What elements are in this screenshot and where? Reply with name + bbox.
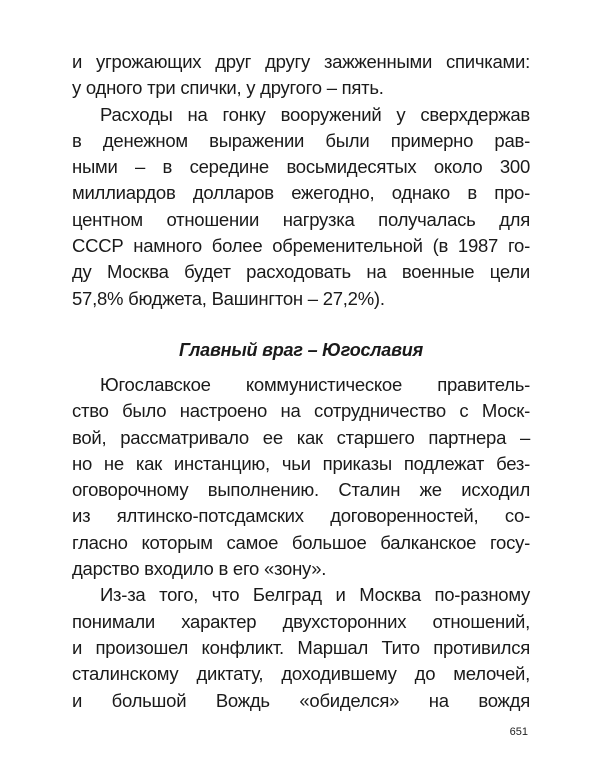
- section-heading: Главный враг – Югославия: [179, 340, 423, 360]
- text-line: центном отношении нагрузка получалась для: [72, 208, 530, 230]
- text-line: и угрожающих друг другу зажженными спичками:: [72, 51, 530, 72]
- text-line: сталинскому диктату, доходившему до мелочей,: [72, 663, 530, 685]
- text-line: 57,8% бюджета, Вашингтон – 27,2%).: [72, 287, 385, 309]
- text-line: понимали характер двухсторонних отношений,: [72, 610, 530, 632]
- text-line: Расходы на гонку вооружений у сверхдержав: [100, 103, 530, 125]
- text-line: и произошел конфликт. Маршал Тито противился: [72, 636, 530, 658]
- text-line: оговорочному выполнению. Сталин же исходил: [72, 479, 530, 501]
- text-line: у одного три спички, у другого – пять.: [72, 77, 384, 99]
- text-line: гласно которым самое большое балканское госу-: [72, 531, 530, 553]
- text-line: ство было настроено на сотрудничество с Моск-: [72, 400, 530, 422]
- text-block-top: [72, 49, 530, 312]
- text-line: ду Москва будет расходовать на военные цели: [72, 261, 530, 283]
- text-line: миллиардов долларов ежегодно, однако в про-: [72, 182, 530, 204]
- text-line: и большой Вождь «обиделся» на вождя: [72, 689, 530, 711]
- text-line: в денежном выражении были примерно рав-: [72, 129, 530, 151]
- text-line: СССР намного более обременительной (в 1987 го-: [72, 235, 530, 257]
- text-line: Из-за того, что Белград и Москва по-разному: [100, 584, 530, 606]
- text-line: ными – в середине восьмидесятых около 300: [72, 156, 530, 178]
- page-number: 651: [509, 726, 528, 738]
- text-block-bottom: [72, 372, 530, 714]
- text-line: дарство входило в его «зону».: [72, 558, 327, 580]
- text-line: Югославское коммунистическое правитель-: [100, 374, 530, 395]
- text-line: из ялтинско-потсдамских договоренностей, со-: [72, 505, 530, 527]
- text-line: но не как инстанцию, чьи приказы подлежат без-: [72, 452, 530, 474]
- text-line: вой, рассматривало ее как старшего партнера –: [72, 426, 530, 448]
